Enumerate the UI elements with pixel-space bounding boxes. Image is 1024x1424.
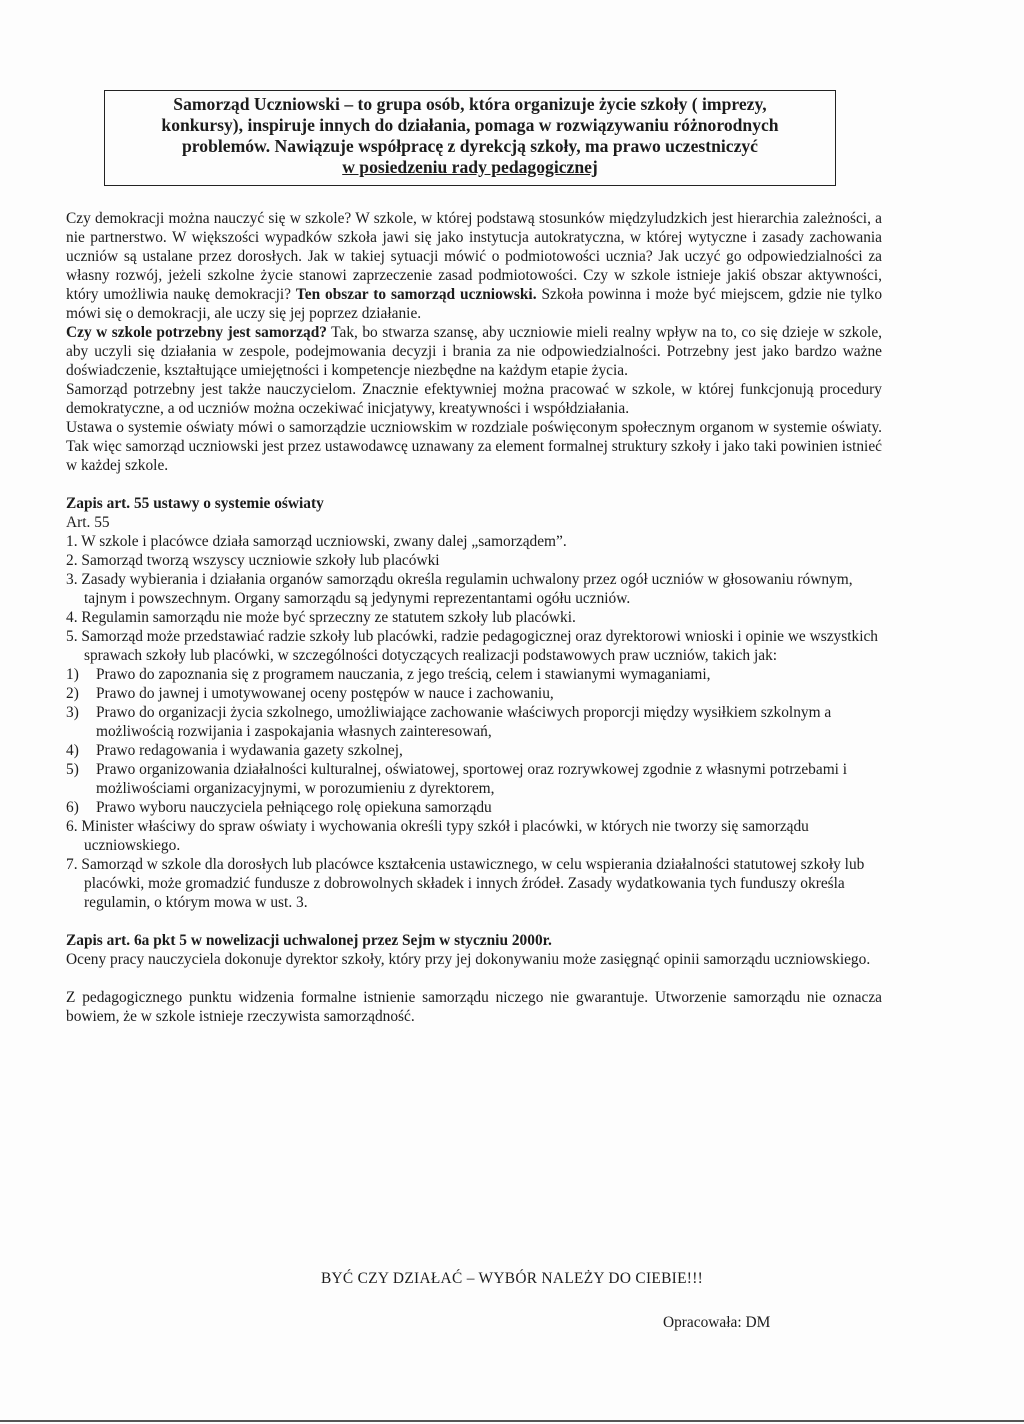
- intro-paragraph-4: Ustawa o systemie oświaty mówi o samorządzie uczniowskim w rozdziale poświęconym społecznym organom w systemie oświaty. Tak więc samorząd uczniowski jest przez ustawodawcę uznawany za element formalnej struktury szkoły i jako taki powinien istnieć w każdej szkole.: [66, 419, 882, 474]
- header-line: w posiedzeniu rady pedagogicznej: [342, 157, 598, 177]
- list-item: 4) Prawo redagowania i wydawania gazety szkolnej,: [66, 742, 403, 759]
- list-item: 6) Prawo wyboru nauczyciela pełniącego rolę opiekuna samorządu: [66, 799, 492, 816]
- list-item: 5) Prawo organizowania działalności kulturalnej, oświatowej, sportowej oraz rozrywkowej zgodnie z własnymi potrzebami i możliwościami organizacyjnymi, w porozumieniu z dyrektorem,: [66, 761, 848, 797]
- header-line: konkursy), inspiruje innych do działania, pomaga w rozwiązywaniu różnorodnych: [161, 115, 779, 135]
- list-item: 5. Samorząd może przedstawiać radzie szkoły lub placówki, radzie pedagogicznej oraz dyrektorowi wnioski i opinie we wszystkich sprawach szkoły lub placówki, w szczególności dotyczących realizacji podstawowych praw uczniów, takich jak:: [66, 628, 879, 664]
- signature: Opracowała: DM: [663, 1314, 771, 1331]
- header-line: problemów. Nawiązuje współpracę z dyrekcją szkoły, ma prawo uczestniczyć: [182, 136, 758, 156]
- header-box: [104, 90, 836, 186]
- art55-label: Art. 55: [66, 514, 110, 531]
- art55-heading: Zapis art. 55 ustawy o systemie oświaty: [66, 495, 324, 512]
- intro-text: Tak, bo stwarza szansę, aby uczniowie mieli realny wpływ na to, co się dzieje w szkole, aby uczyli się działania w zespole, podejmowania decyzji i brania za nie odpowiedzialności. Potrzebny jest jako bardzo ważne doświadczenie, kształtujące umiejętności i kompetencje niezbędne na każdym etapie życia.: [66, 324, 883, 379]
- list-item: 2. Samorząd tworzą wszyscy uczniowie szkoły lub placówki: [66, 552, 440, 569]
- list-item: 4. Regulamin samorządu nie może być sprzeczny ze statutem szkoły lub placówki.: [66, 609, 576, 626]
- slogan: BYĆ CZY DZIAŁAĆ – WYBÓR NALEŻY DO CIEBIE!!!: [320, 1270, 704, 1287]
- list-item: 2) Prawo do jawnej i umotywowanej oceny postępów w nauce i zachowaniu,: [66, 685, 554, 702]
- document-body: [66, 209, 882, 1026]
- scan-edge-line: [0, 1420, 1024, 1422]
- art55-list-continued: [66, 817, 882, 912]
- intro-paragraph-1: [66, 209, 882, 323]
- art6a-text: Oceny pracy nauczyciela dokonuje dyrektor szkoły, który przy jej dokonywaniu może zasięgnąć opinii samorządu uczniowskiego.: [66, 951, 871, 968]
- art6a-heading: Zapis art. 6a pkt 5 w nowelizacji uchwalonej przez Sejm w styczniu 2000r.: [66, 932, 552, 949]
- intro-text: Szkoła powinna i może być miejscem, gdzie nie tylko mówi się o demokracji, ale uczy się jej poprzez działanie.: [66, 286, 883, 322]
- list-item: 1. W szkole i placówce działa samorząd uczniowski, zwany dalej „samorządem”.: [66, 533, 567, 550]
- list-item: 6. Minister właściwy do spraw oświaty i wychowania określi typy szkół i placówki, w których nie tworzy się samorządu uczniowskiego.: [66, 818, 809, 854]
- list-item: 3) Prawo do organizacji życia szkolnego, umożliwiające zachowanie właściwych proporcji między wysiłkiem szkolnym a możliwością rozwijania i zaspokajania własnych zainteresowań,: [66, 704, 832, 740]
- intro-paragraph-2: [66, 323, 882, 380]
- header-line: Samorząd Uczniowski – to grupa osób, która organizuje życie szkoły ( imprezy,: [173, 94, 767, 114]
- closing-paragraph: Z pedagogicznego punktu widzenia formalne istnienie samorządu niczego nie gwarantuje. Utworzenie samorządu nie oznacza bowiem, że w szkole istnieje rzeczywista samorządność.: [66, 989, 882, 1025]
- list-item: 3. Zasady wybierania i działania organów samorządu określa regulamin uchwalony przez ogół uczniów w głosowaniu równym, tajnym i powszechnym. Organy samorządu są jedynymi reprezentantami ogółu uczniów.: [66, 571, 853, 607]
- intro-text: Czy demokracji można nauczyć się w szkole? W szkole, w której podstawą stosunków międzyludzkich jest hierarchia zależności, a nie partnerstwo. W większości wypadków szkoła jawi się jako instytucja autokratyczna, w której wytyczne i zasady zachowania uczniów są ustalane przez dorosłych. Jak w takiej sytuacji mówić o podmiotowości ucznia? Jak uczyć go odpowiedzialności za własny rozwój, jeżeli szkolne życie stanowi zaprzeczenie zasad podmiotowości. Czy w szkole istnieje jakiś obszar aktywności, który umożliwia naukę demokracji?: [66, 210, 882, 303]
- intro-paragraph-3: Samorząd potrzebny jest także nauczycielom. Znacznie efektywniej można pracować w szkole, w której funkcjonują procedury demokratyczne, a od uczniów można oczekiwać inicjatywy, kreatywności i współdziałania.: [66, 381, 882, 417]
- list-item: 1) Prawo do zapoznania się z programem nauczania, z jego treścią, celem i stawianymi wymaganiami,: [66, 666, 711, 683]
- intro-bold-text: Ten obszar to samorząd uczniowski.: [295, 286, 537, 303]
- rights-list: [66, 665, 882, 817]
- question-heading: Czy w szkole potrzebny jest samorząd?: [66, 324, 327, 341]
- list-item: 7. Samorząd w szkole dla dorosłych lub placówce kształcenia ustawicznego, w celu wspierania działalności statutowej szkoły lub placówki, może gromadzić fundusze z dobrowolnych składek i innych źródeł. Zasady wydatkowania tych funduszy określa regulamin, o którym mowa w ust. 3.: [66, 856, 865, 911]
- art55-list: [66, 532, 882, 665]
